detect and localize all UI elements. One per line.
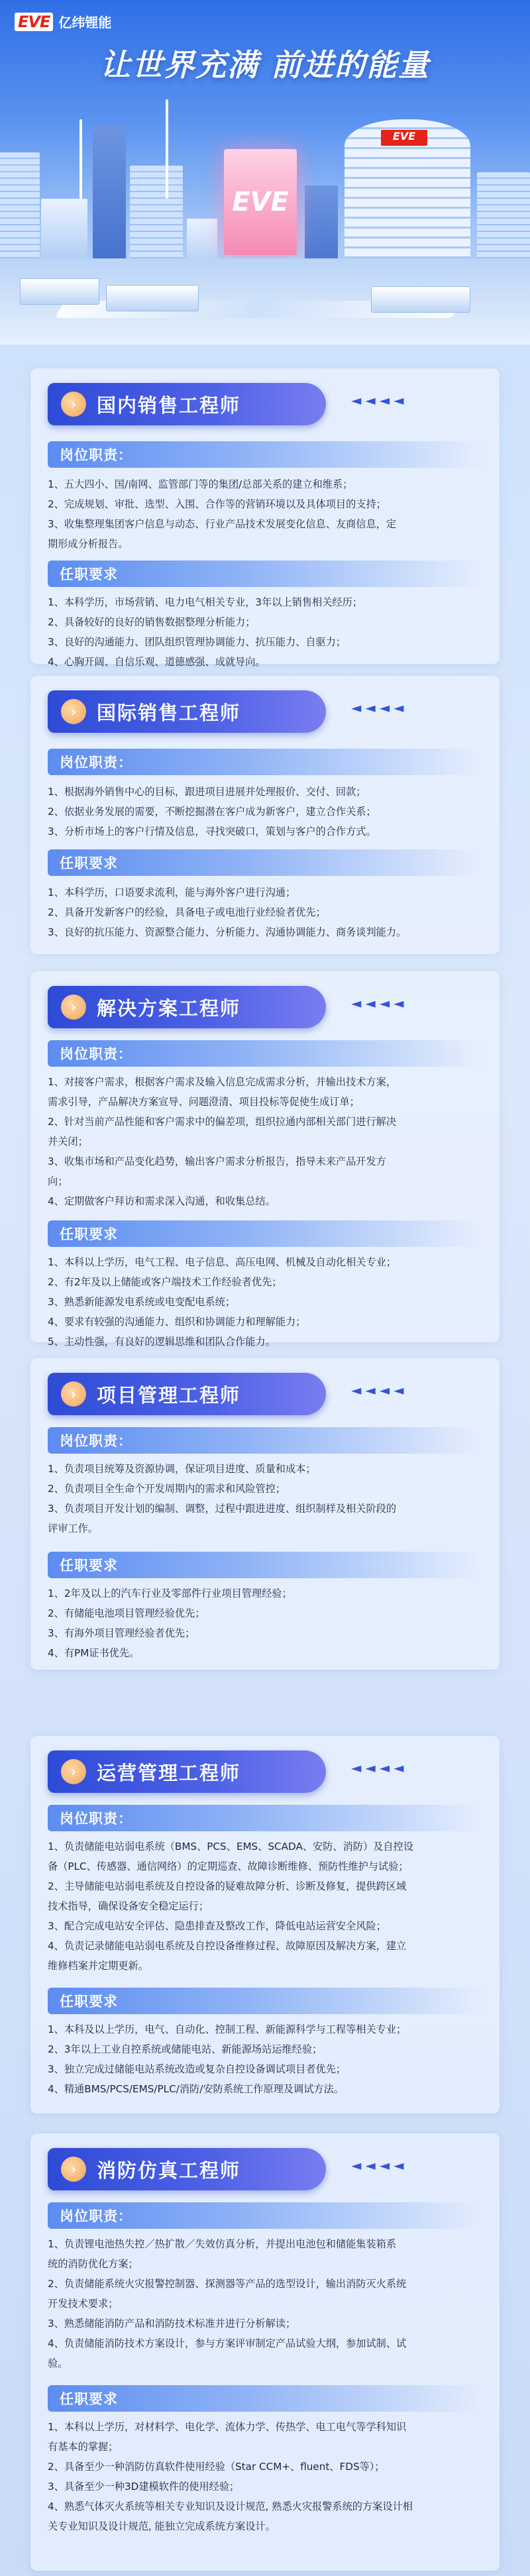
job-card bbox=[30, 368, 500, 668]
requirement-list bbox=[48, 883, 482, 942]
list-item: 2、负责项目全生命个开发周期内的需求和风险管控； bbox=[48, 1483, 286, 1495]
slogan: 让世界充满 前进的能量 bbox=[99, 47, 430, 83]
screen-logo: EVE bbox=[232, 187, 289, 217]
list-item: 1、本科学历，口语要求流利，能与海外客户进行沟通； bbox=[48, 886, 296, 898]
list-item: 统的消防优化方案； bbox=[48, 2258, 138, 2270]
list-item: 2、负责储能系统火灾报警控制器、探测器等产品的选型设计，输出消防灭火系统 bbox=[48, 2278, 407, 2290]
list-item: 1、本科以上学历，对材料学、电化学、流体力学、传热学、电工电气等学科知识 bbox=[48, 2421, 407, 2433]
list-item: 3、配合完成电站安全评估、隐患排查及整改工作，降低电站运营安全风险； bbox=[48, 1920, 386, 1932]
badge-icon: › bbox=[61, 994, 86, 1020]
list-item: 1、本科学历，市场营销、电力电气相关专业，3年以上销售相关经历； bbox=[48, 596, 362, 608]
list-item: 3、负责项目开发计划的编制、调整，过程中跟进进度、组织制样及相关阶段的 bbox=[48, 1503, 397, 1515]
list-item: 期形成分析报告。 bbox=[48, 538, 129, 550]
job-title: 国际销售工程师 bbox=[97, 701, 241, 724]
requirement-heading: 任职要求 bbox=[48, 2385, 482, 2412]
list-item: 2、依据业务发展的需要，不断挖掘潜在客户成为新客户，建立合作关系； bbox=[48, 806, 376, 818]
energy-container bbox=[106, 285, 199, 311]
list-item: 3、有海外项目管理经验者优先； bbox=[48, 1627, 195, 1639]
arrows-icon: ◄◄◄◄ bbox=[351, 1382, 408, 1398]
arrows-icon: ◄◄◄◄ bbox=[351, 2157, 408, 2173]
list-item: 3、分析市场上的客户行情及信息，寻找突破口，策划与客户的合作方式。 bbox=[48, 826, 376, 837]
list-item: 验。 bbox=[48, 2357, 68, 2369]
arrows-icon: ◄◄◄◄ bbox=[351, 1760, 408, 1776]
duty-list bbox=[48, 1072, 482, 1211]
duty-heading: 岗位职责： bbox=[48, 2202, 482, 2229]
requirement-list bbox=[48, 1583, 482, 1663]
job-title-bar bbox=[48, 1373, 326, 1415]
arrows-icon: ◄◄◄◄ bbox=[351, 392, 408, 408]
list-item: 评审工作。 bbox=[48, 1523, 98, 1534]
job-card bbox=[30, 971, 500, 1348]
duty-heading: 岗位职责： bbox=[48, 1040, 482, 1067]
duty-list bbox=[48, 2234, 482, 2373]
duty-list bbox=[48, 782, 482, 841]
list-item: 技术指导，确保设备安全稳定运行； bbox=[48, 1900, 209, 1912]
brand-logo bbox=[15, 12, 111, 31]
duty-list bbox=[48, 474, 482, 554]
requirement-list bbox=[48, 2019, 482, 2099]
building-logo: EVE bbox=[381, 130, 427, 146]
job-title: 运营管理工程师 bbox=[97, 1761, 241, 1784]
job-title-bar bbox=[48, 690, 326, 733]
wind-turbine bbox=[166, 99, 168, 199]
requirement-list bbox=[48, 2417, 482, 2536]
list-item: 3、良好的抗压能力、资源整合能力、分析能力、沟通协调能力、商务谈判能力。 bbox=[48, 926, 407, 938]
list-item: 2、有2年及以上储能或客户端技术工作经验者优先； bbox=[48, 1276, 282, 1288]
list-item: 1、2年及以上的汽车行业及零部件行业项目管理经验； bbox=[48, 1587, 292, 1599]
duty-list bbox=[48, 1837, 482, 1976]
list-item: 4、精通BMS/PCS/EMS/PLC/消防/安防系统工作原理及调试方法。 bbox=[48, 2083, 344, 2095]
list-item: 1、本科及以上学历，电气、自动化、控制工程、新能源科学与工程等相关专业； bbox=[48, 2023, 407, 2035]
job-card bbox=[30, 1736, 500, 2114]
list-item: 2、具备较好的良好的销售数据整理分析能力； bbox=[48, 616, 256, 628]
list-item: 向； bbox=[48, 1175, 68, 1187]
list-item: 3、熟悉储能消防产品和消防技术标准并进行分析解读； bbox=[48, 2318, 296, 2330]
job-title-bar bbox=[48, 986, 326, 1028]
logo-text: 亿纬锂能 bbox=[58, 15, 112, 30]
job-card bbox=[30, 676, 500, 954]
badge-icon: › bbox=[61, 1381, 86, 1407]
duty-heading: 岗位职责： bbox=[48, 1805, 482, 1831]
list-item: 4、心胸开阔、自信乐观、道德感强、成就导向。 bbox=[48, 656, 266, 668]
list-item: 1、根据海外销售中心的目标，跟进项目进展并处理报价、交付、回款； bbox=[48, 786, 366, 798]
list-item: 4、要求有较强的沟通能力、组织和协调能力和理解能力； bbox=[48, 1316, 306, 1328]
job-title: 消防仿真工程师 bbox=[97, 2159, 241, 2182]
arrows-icon: ◄◄◄◄ bbox=[351, 995, 408, 1011]
duty-heading: 岗位职责： bbox=[48, 749, 482, 775]
job-title-bar bbox=[48, 383, 326, 425]
list-item: 1、负责锂电池热失控／热扩散／失效仿真分析，并提出电池包和储能集装箱系 bbox=[48, 2238, 397, 2250]
list-item: 3、独立完成过储能电站系统改造或复杂自控设备调试项目者优先； bbox=[48, 2063, 346, 2075]
duty-heading: 岗位职责： bbox=[48, 441, 482, 468]
requirement-heading: 任职要求 bbox=[48, 561, 482, 587]
requirement-heading: 任职要求 bbox=[48, 1552, 482, 1578]
badge-icon: › bbox=[61, 2157, 86, 2182]
duty-heading: 岗位职责： bbox=[48, 1427, 482, 1454]
list-item: 并关闭； bbox=[48, 1136, 88, 1148]
list-item: 关专业知识及设计规范, 能独立完成系统方案设计。 bbox=[48, 2520, 276, 2532]
requirement-heading: 任职要求 bbox=[48, 1220, 482, 1247]
eve-screen-sign bbox=[224, 149, 297, 255]
list-item: 1、本科以上学历，电气工程、电子信息、高压电网、机械及自动化相关专业； bbox=[48, 1256, 397, 1268]
list-item: 需求引导，产品解决方案宣导、问题澄清、项目投标等促使生成订单； bbox=[48, 1096, 360, 1108]
badge-icon: › bbox=[61, 699, 86, 724]
wind-turbine bbox=[80, 119, 82, 199]
list-item: 1、五大四小、国/南网、监管部门等的集团/总部关系的建立和维系； bbox=[48, 478, 353, 490]
hero-banner bbox=[0, 0, 530, 345]
list-item: 3、良好的沟通能力、团队组织管理协调能力、抗压能力、自驱力； bbox=[48, 636, 346, 648]
requirement-list bbox=[48, 1252, 482, 1352]
list-item: 4、负责储能消防技术方案设计，参与方案评审制定产品试验大纲，参加试制、试 bbox=[48, 2337, 407, 2349]
list-item: 4、熟悉气体灭火系统等相关专业知识及设计规范, 熟悉火灾报警系统的方案设计相 bbox=[48, 2500, 413, 2512]
logo-mark: EVE bbox=[15, 13, 53, 31]
requirement-heading: 任职要求 bbox=[48, 849, 482, 876]
list-item: 维修档案并定期更新。 bbox=[48, 1960, 148, 1972]
list-item: 2、具备至少一种消防仿真软件使用经验（Star CCM+、fluent、FDS等）； bbox=[48, 2461, 385, 2473]
job-title: 解决方案工程师 bbox=[97, 996, 241, 1020]
list-item: 5、主动性强，有良好的逻辑思维和团队合作能力。 bbox=[48, 1336, 276, 1348]
list-item: 开发技术要求； bbox=[48, 2298, 119, 2310]
list-item: 1、负责储能电站弱电系统（BMS、PCS、EMS、SCADA、安防、消防）及自控设 bbox=[48, 1841, 413, 1852]
list-item: 4、有PM证书优先。 bbox=[48, 1647, 140, 1659]
requirement-heading: 任职要求 bbox=[48, 1988, 482, 2014]
duty-list bbox=[48, 1459, 482, 1538]
list-item: 4、负责记录储能电站弱电系统及自控设备维修过程、故障原因及解决方案，建立 bbox=[48, 1940, 407, 1952]
list-item: 有基本的掌握； bbox=[48, 2441, 119, 2453]
list-item: 2、3年以上工业自控系统或储能电站、新能源场站运维经验； bbox=[48, 2043, 323, 2055]
list-item: 3、收集市场和产品变化趋势，输出客户需求分析报告，指导未来产品开发方 bbox=[48, 1155, 386, 1167]
energy-container bbox=[20, 278, 99, 305]
list-item: 2、主导储能电站弱电系统及自控设备的疑难故障分析、诊断及修复，提供跨区域 bbox=[48, 1880, 407, 1892]
list-item: 1、对接客户需求，根据客户需求及输入信息完成需求分析，并输出技术方案， bbox=[48, 1076, 397, 1088]
list-item: 2、具备开发新客户的经验，具备电子或电池行业经验者优先； bbox=[48, 906, 326, 918]
badge-icon: › bbox=[61, 1759, 86, 1784]
energy-container bbox=[371, 286, 470, 313]
job-card bbox=[30, 1358, 500, 1670]
list-item: 备（PLC、传感器、通信网络）的定期巡查、故障诊断维修、预防性维护与试验； bbox=[48, 1860, 409, 1872]
list-item: 3、具备至少一种3D建模软件的使用经验； bbox=[48, 2481, 240, 2493]
list-item: 4、定期做客户拜访和需求深入沟通，和收集总结。 bbox=[48, 1195, 276, 1207]
list-item: 2、针对当前产品性能和客户需求中的偏差项，组织拉通内部相关部门进行解决 bbox=[48, 1116, 397, 1128]
list-item: 2、完成规划、审批、选型、入围、合作等的营销环境以及具体项目的支持； bbox=[48, 498, 386, 510]
arrows-icon: ◄◄◄◄ bbox=[351, 700, 408, 716]
list-item: 1、负责项目统筹及资源协调，保证项目进度、质量和成本； bbox=[48, 1463, 316, 1475]
badge-icon: › bbox=[61, 392, 86, 417]
list-item: 2、有储能电池项目管理经验优先； bbox=[48, 1607, 205, 1619]
job-title: 项目管理工程师 bbox=[97, 1383, 241, 1407]
job-card bbox=[30, 2133, 500, 2571]
requirement-list bbox=[48, 592, 482, 672]
job-title: 国内销售工程师 bbox=[97, 394, 241, 417]
list-item: 3、熟悉新能源发电系统或电变配电系统； bbox=[48, 1296, 236, 1308]
job-title-bar bbox=[48, 2148, 326, 2190]
job-title-bar bbox=[48, 1750, 326, 1793]
list-item: 3、收集整理集团客户信息与动态、行业产品技术发展变化信息、友商信息，定 bbox=[48, 518, 397, 530]
